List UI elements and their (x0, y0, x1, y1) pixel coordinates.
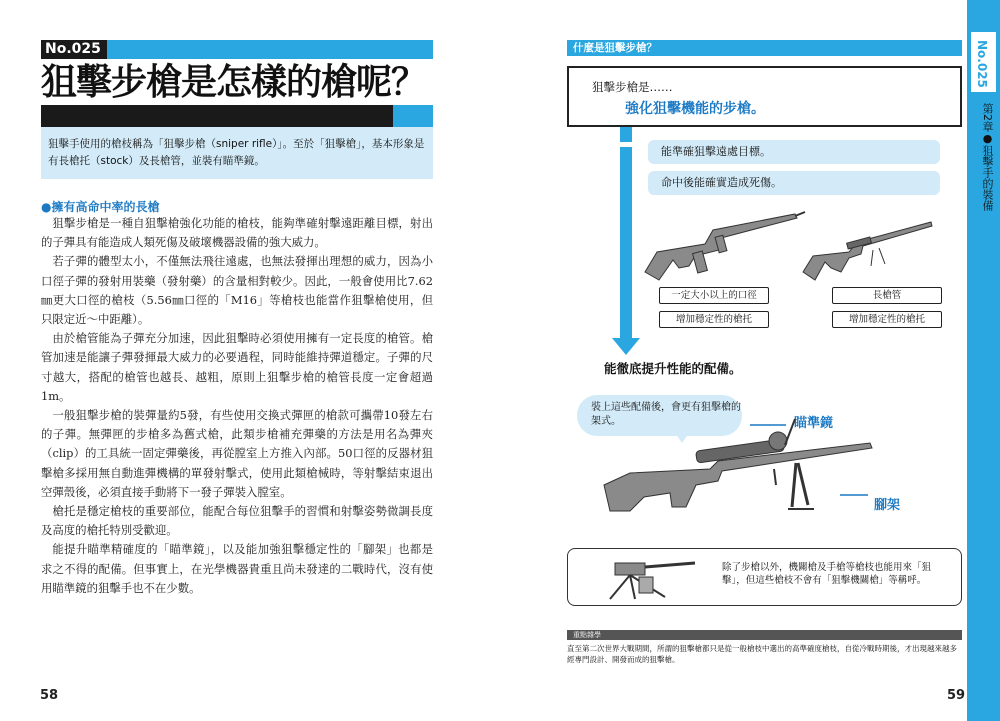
intro-definition: 強化狙擊機能的步槍。 (625, 101, 765, 117)
paragraph: 狙擊步槍是一種自狙擊槍強化功能的槍枝，能夠準確射擊遠距離目標，射出的子彈具有能造成人類死傷及破壞機器設備的強大威力。 (41, 216, 433, 250)
machine-gun-illustration (595, 551, 705, 603)
section-heading: ●擁有高命中率的長槍 (41, 200, 160, 214)
feature-pill-lethality: 命中後能確實造成死傷。 (648, 171, 940, 195)
speech-bubble: 裝上這些配備後，會更有狙擊槍的架式。 (577, 395, 742, 436)
paragraph: 由於槍管能為子彈充分加速，因此狙擊時必須使用擁有一定長度的槍管。槍管加速是能讓子彈發揮最大威力的必要過程，同時能維持彈道穩定。子彈的尺寸越大，搭配的槍管也越長、越粗，原則上狙擊步槍的槍管長度一定會超過1m。 (41, 331, 433, 403)
key-point-header: 重點雜學 (567, 630, 962, 640)
result-text: 能徹底提升性能的配備。 (604, 361, 742, 376)
diagram-header: 什麼是狙擊步槍？ (567, 40, 962, 56)
paragraph: 若子彈的體型太小，不僅無法飛往遠處，也無法發揮出理想的威力，因為小口徑子彈的發射用裝藥（發射藥）的含量相對較少。因此，一般會使用比7.62㎜更大口徑的槍枝（5.56㎜口徑的「M16」等槍枝也能當作狙擊槍使用，但只限定近～中距離）。 (41, 254, 433, 327)
key-point-text: 直至第二次世界大戰期間，所謂的狙擊槍都只是從一般槍枝中選出的高準確度槍枝，自從冷戰時期後，才出現越來越多經專門設計、開發而成的狙擊槍。 (567, 644, 957, 664)
tag-caliber: 一定大小以上的口徑 (659, 287, 769, 304)
entry-number: No.025 (41, 40, 107, 59)
intro-line: 狙擊步槍是…… (592, 80, 673, 94)
paragraph: 能提升瞄準精確度的「瞄準鏡」，以及能加強狙擊穩定性的「腳架」也都是求之不得的配備。但事實上，在光學機器貴重且尚未發達的二戰時代，沒有使用瞄準鏡的狙擊手也不在少數。 (41, 542, 433, 595)
right-page (500, 0, 1000, 721)
sniper-rifle-illustration (600, 415, 880, 540)
rifle-left-icon (645, 212, 805, 280)
label-bipod: 腳架 (874, 498, 901, 513)
feature-pill-accuracy: 能準確狙擊遠處目標。 (648, 140, 940, 164)
body-text (41, 214, 433, 598)
flow-arrow-shaft (620, 127, 632, 342)
page-number-right: 59 (947, 688, 966, 703)
flow-arrow-head (612, 338, 640, 355)
summary-box: 狙擊手使用的槍枝稱為「狙擊步槍（sniper rifle）」。至於「狙擊槍」，基本形象是有長槍托（stock）及長槍管，並裝有瞄準鏡。 (41, 127, 433, 179)
machine-gun-icon (610, 563, 695, 599)
paragraph: 槍托是穩定槍枝的重要部位，能配合每位狙擊手的習慣和射擊姿勢微調長度及高度的槍托特別受歡迎。 (41, 504, 433, 538)
paragraph: 一般狙擊步槍的裝彈量約5發，有些使用交換式彈匣的槍款可攜帶10發左右的子彈。無彈匣的步槍多為舊式槍，此類步槍補充彈藥的方法是用名為彈夾（clip）的工具統一固定彈藥後，再從膛室上方推入內部。50口徑的反器材狙擊槍多採用無自動進彈機構的單發射擊式，使用此類槍械時，等射擊結束退出空彈殼後，必須直接手動將下一發子彈裝入膛室。 (41, 408, 433, 499)
side-tab-number: No.025 (971, 32, 996, 92)
title-underline-bar (41, 105, 433, 127)
tag-stock: 增加穩定性的槍托 (832, 311, 942, 328)
entry-number-bar (107, 40, 433, 59)
page-title: 狙擊步槍是怎樣的槍呢？ (41, 62, 427, 103)
note-text: 除了步槍以外，機關槍及手槍等槍枝也能用來「狙擊」，但這些槍枝不會有「狙擊機關槍」等稱呼。 (722, 562, 932, 586)
side-tab-chapter: 第2章●狙擊手的裝備 (981, 103, 994, 211)
title-underline-accent (393, 105, 433, 127)
tag-barrel: 長槍管 (832, 287, 942, 304)
flow-arrow-gap (620, 142, 632, 147)
page-number-left: 58 (40, 688, 59, 703)
tag-stock: 增加穩定性的槍托 (659, 311, 769, 328)
rifles-illustration (635, 200, 935, 290)
sniper-rifle-icon (604, 419, 872, 511)
label-scope: 瞄準鏡 (794, 416, 834, 431)
rifle-right-icon (803, 222, 932, 280)
